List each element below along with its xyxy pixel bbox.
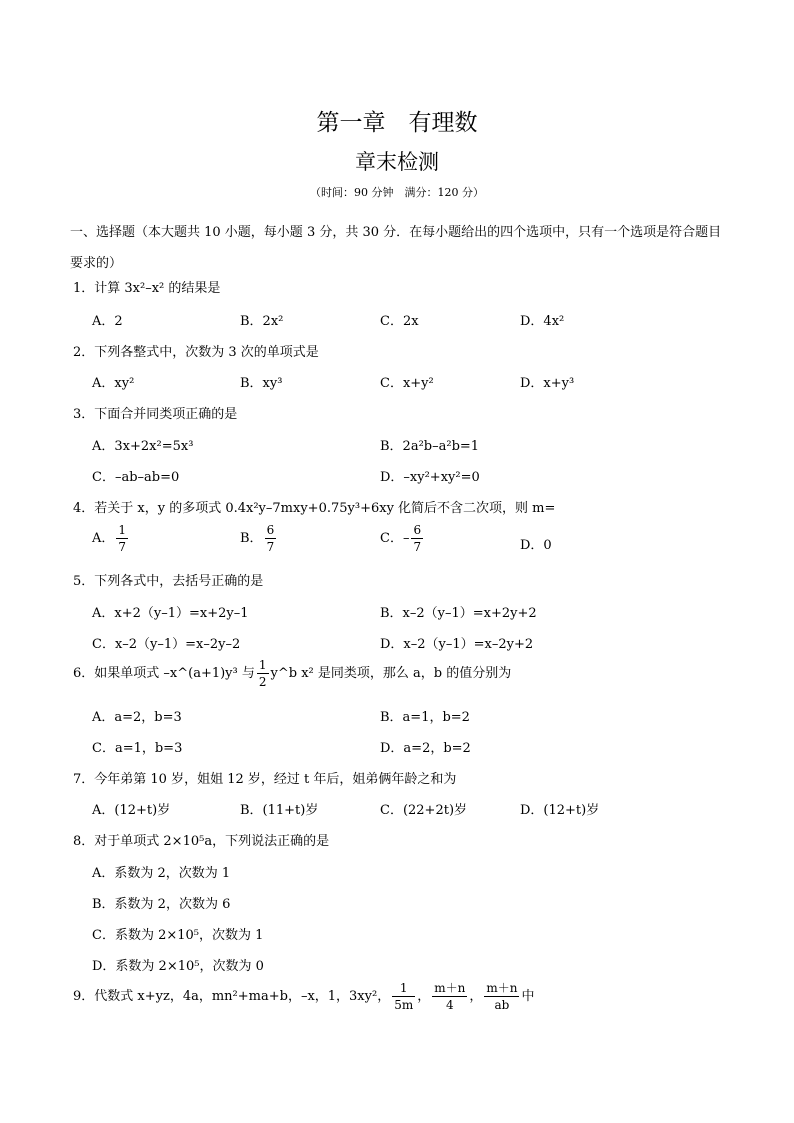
question-3-option-d: D．–xy²+xy²=0 — [380, 470, 480, 485]
option-label: A． — [92, 531, 115, 546]
question-3-option-b: B．2a²b–a²b=1 — [380, 439, 480, 454]
separator: ， — [417, 989, 431, 1004]
question-1-stem: 1．计算 3x²–x² 的结果是 — [73, 281, 221, 296]
fraction-numerator: 6 — [413, 523, 422, 537]
question-8-option-d: D．系数为 2×10⁵，次数为 0 — [92, 959, 264, 974]
question-1-option-c: C．2x — [380, 314, 419, 329]
question-9-stem-end: 中 — [521, 989, 535, 1004]
question-9-stem — [73, 980, 534, 1013]
question-6-option-d: D．a=2，b=2 — [380, 741, 471, 756]
question-4-option-d: D．0 — [520, 538, 552, 553]
fraction — [265, 522, 277, 555]
question-2-option-b: B．xy³ — [240, 376, 283, 391]
question-4-option-b — [240, 522, 278, 555]
question-6-stem — [73, 657, 511, 690]
question-5-option-d: D．x–2（y–1）=x–2y+2 — [380, 637, 534, 652]
question-2-option-c: C．x+y² — [380, 376, 434, 391]
chapter-title: 第一章 有理数 — [316, 110, 478, 136]
page-subtitle: 章末检测 — [355, 150, 439, 174]
fraction-denominator: 7 — [118, 540, 127, 554]
question-8-option-a: A．系数为 2，次数为 1 — [92, 866, 231, 881]
fraction-denominator: ab — [484, 996, 519, 1013]
fraction-numerator: m＋n — [434, 981, 466, 995]
question-6-option-a: A．a=2，b=3 — [92, 710, 182, 725]
question-8-option-c: C．系数为 2×10⁵，次数为 1 — [92, 928, 264, 943]
question-6-stem-end: y^b x² 是同类项，那么 a，b 的值分别为 — [270, 666, 512, 681]
fraction-numerator: 6 — [266, 523, 275, 537]
question-6-option-c: C．a=1，b=3 — [92, 741, 183, 756]
question-1-option-d: D．4x² — [520, 314, 565, 329]
question-2-option-d: D．x+y³ — [520, 376, 575, 391]
question-6-option-b: B．a=1，b=2 — [380, 710, 470, 725]
question-4-option-c — [380, 522, 425, 555]
fraction — [257, 657, 269, 690]
fraction-numerator: m＋n — [486, 981, 518, 995]
question-3-stem: 3．下面合并同类项正确的是 — [73, 407, 238, 422]
separator: ， — [469, 989, 483, 1004]
question-5-option-c: C．x–2（y–1）=x–2y–2 — [92, 637, 241, 652]
question-3-option-c: C．–ab–ab=0 — [92, 470, 180, 485]
question-7-option-a: A．(12+t)岁 — [92, 803, 171, 818]
fraction — [116, 522, 128, 555]
fraction-1 — [392, 980, 415, 1013]
question-1-option-a: A．2 — [92, 314, 123, 329]
fraction-denominator: 7 — [266, 540, 275, 554]
section-heading: 一、选择题（本大题共 10 小题，每小题 3 分，共 30 分．在每小题给出的四个选项中，只有一个选项是符合题目要求的） — [70, 225, 722, 271]
fraction — [411, 522, 423, 555]
fraction-numerator: 1 — [118, 523, 127, 537]
question-5-stem: 5．下列各式中，去括号正确的是 — [73, 574, 264, 589]
fraction-denominator: 4 — [432, 996, 467, 1013]
fraction-numerator: 1 — [399, 981, 408, 995]
question-7-option-d: D．(12+t)岁 — [520, 803, 600, 818]
question-7-stem: 7．今年弟第 10 岁，姐姐 12 岁，经过 t 年后，姐弟俩年龄之和为 — [73, 772, 457, 787]
fraction-2 — [432, 980, 467, 1013]
question-5-option-b: B．x–2（y–1）=x+2y+2 — [380, 606, 537, 621]
question-4-option-a — [92, 522, 130, 555]
fraction-denominator: 2 — [258, 675, 267, 689]
question-2-stem: 2．下列各整式中，次数为 3 次的单项式是 — [73, 345, 319, 360]
fraction-3 — [484, 980, 519, 1013]
question-2-option-a: A．xy² — [92, 376, 135, 391]
question-4-stem: 4．若关于 x，y 的多项式 0.4x²y–7mxy+0.75y³+6xy 化简后不含二次项，则 m= — [73, 501, 556, 516]
option-label: B． — [240, 531, 263, 546]
question-5-option-a: A．x+2（y–1）=x+2y–1 — [92, 606, 249, 621]
fraction-numerator: 1 — [258, 658, 267, 672]
fraction-denominator: 5m — [394, 998, 414, 1012]
question-7-option-b: B．(11+t)岁 — [240, 803, 319, 818]
option-label: C．– — [380, 531, 410, 546]
exam-meta: （时间：90 分钟 满分：120 分） — [310, 186, 484, 199]
question-1-option-b: B．2x² — [240, 314, 284, 329]
question-8-stem: 8．对于单项式 2×10⁵a，下列说法正确的是 — [73, 834, 330, 849]
question-8-option-b: B．系数为 2，次数为 6 — [92, 897, 231, 912]
question-3-option-a: A．3x+2x²=5x³ — [92, 439, 194, 454]
question-7-option-c: C．(22+2t)岁 — [380, 803, 468, 818]
fraction-denominator: 7 — [413, 540, 422, 554]
question-9-stem-start: 9．代数式 x+yz，4a，mn²+ma+b，–x，1，3xy²， — [73, 989, 391, 1004]
question-6-stem-start: 6．如果单项式 –x^(a+1)y³ 与 — [73, 666, 255, 681]
